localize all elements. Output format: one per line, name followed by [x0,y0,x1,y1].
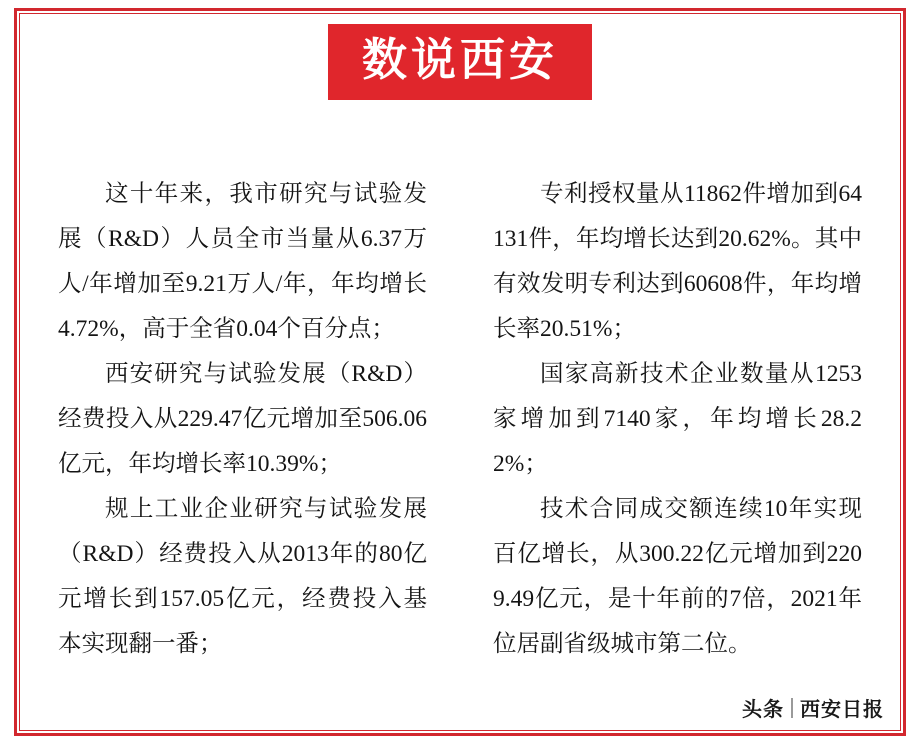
article-body [58,172,862,672]
paragraph: 国家高新技术企业数量从1253家增加到7140家，年均增长28.22%； [493,361,862,477]
publisher-label: 西安日报 [800,699,884,721]
page-title: 数说西安 [361,33,559,86]
paragraph: 西安研究与试验发展（R&D）经费投入从229.47亿元增加至506.06亿元，年均增长率10.39%； [58,361,427,477]
left-column [58,172,427,672]
divider-icon [791,698,793,718]
toutiao-label: 头条 [742,699,784,721]
paragraph: 这十年来，我市研究与试验发展（R&D）人员全市当量从6.37万人/年增加至9.21万人/年，年均增长4.72%，高于全省0.04个百分点； [58,181,427,342]
title-banner [328,24,592,100]
paragraph: 规上工业企业研究与试验发展（R&D）经费投入从2013年的80亿元增长到157.05亿元，经费投入基本实现翻一番； [58,496,427,657]
source-credit [742,693,884,722]
right-column [493,172,862,672]
paragraph: 技术合同成交额连续10年实现百亿增长，从300.22亿元增加到2209.49亿元，是十年前的7倍，2021年位居副省级城市第二位。 [493,496,862,657]
paragraph: 专利授权量从11862件增加到64131件，年均增长达到20.62%。其中有效发明专利达到60608件，年均增长率20.51%； [493,181,862,342]
